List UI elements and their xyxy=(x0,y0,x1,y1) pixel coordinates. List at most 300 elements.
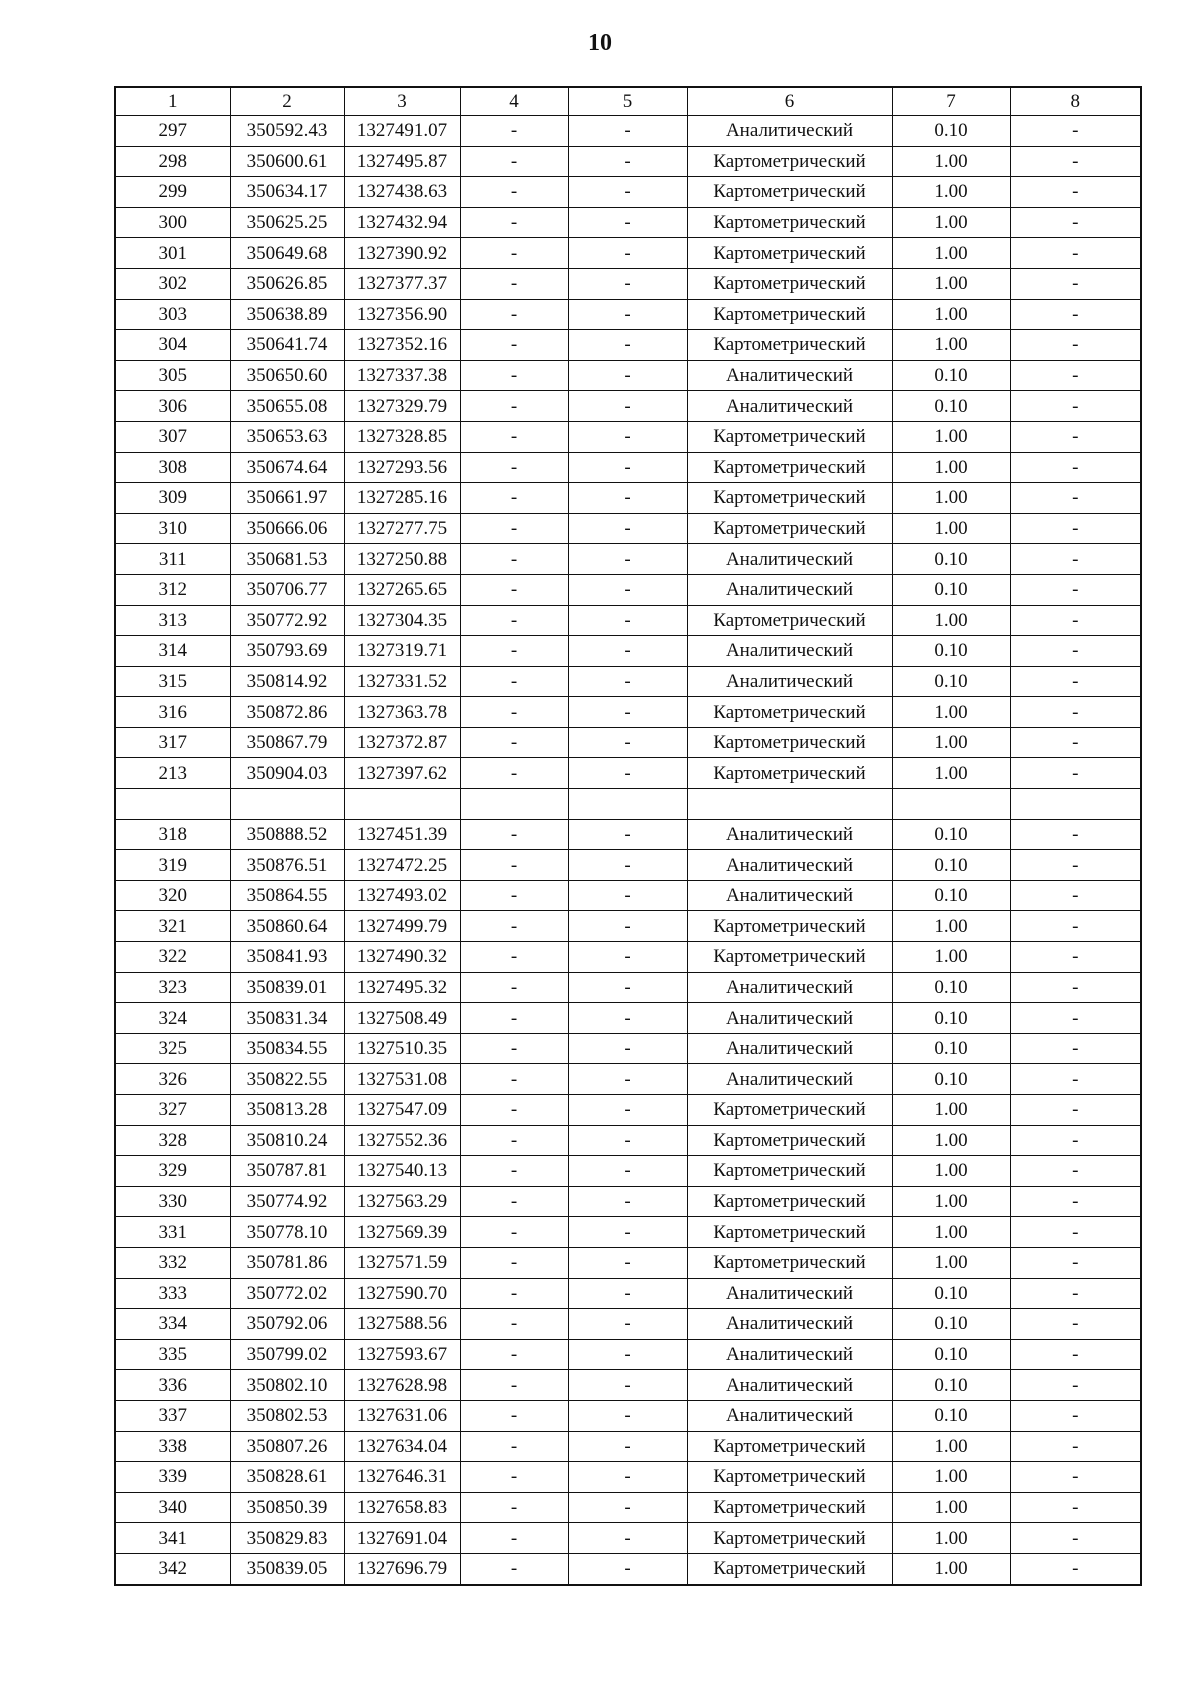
table-row xyxy=(115,942,1141,973)
cell-x-coordinate: 350650.60 xyxy=(230,360,344,391)
cell-y-coordinate: 1327569.39 xyxy=(344,1217,460,1248)
cell-x-coordinate: 350864.55 xyxy=(230,880,344,911)
table-row xyxy=(115,1553,1141,1584)
cell-y-coordinate: 1327646.31 xyxy=(344,1462,460,1493)
cell-col-5: - xyxy=(568,972,687,1003)
cell-point-number: 306 xyxy=(115,391,230,422)
cell-col-5: - xyxy=(568,819,687,850)
cell-accuracy: 1.00 xyxy=(892,1217,1010,1248)
cell-col-8 xyxy=(1010,789,1141,820)
cell-col-4: - xyxy=(460,1003,568,1034)
cell-point-number: 340 xyxy=(115,1492,230,1523)
cell-y-coordinate: 1327634.04 xyxy=(344,1431,460,1462)
cell-method: Картометрический xyxy=(687,1186,892,1217)
cell-accuracy: 1.00 xyxy=(892,1492,1010,1523)
cell-x-coordinate: 350634.17 xyxy=(230,177,344,208)
table-row xyxy=(115,1095,1141,1126)
cell-col-8: - xyxy=(1010,1553,1141,1584)
cell-method: Картометрический xyxy=(687,1125,892,1156)
cell-col-8: - xyxy=(1010,850,1141,881)
cell-accuracy: 1.00 xyxy=(892,238,1010,269)
cell-col-8: - xyxy=(1010,636,1141,667)
table-row xyxy=(115,1278,1141,1309)
cell-point-number: 310 xyxy=(115,513,230,544)
header-cell: 2 xyxy=(230,87,344,116)
cell-y-coordinate: 1327328.85 xyxy=(344,421,460,452)
cell-accuracy: 0.10 xyxy=(892,1339,1010,1370)
cell-col-8: - xyxy=(1010,819,1141,850)
table-row xyxy=(115,1003,1141,1034)
cell-y-coordinate: 1327493.02 xyxy=(344,880,460,911)
cell-accuracy: 0.10 xyxy=(892,1064,1010,1095)
cell-method: Картометрический xyxy=(687,1156,892,1187)
cell-col-4: - xyxy=(460,544,568,575)
table-row xyxy=(115,850,1141,881)
cell-x-coordinate: 350828.61 xyxy=(230,1462,344,1493)
table-row xyxy=(115,697,1141,728)
cell-method: Картометрический xyxy=(687,727,892,758)
header-cell: 6 xyxy=(687,87,892,116)
cell-point-number: 333 xyxy=(115,1278,230,1309)
cell-col-4: - xyxy=(460,207,568,238)
cell-point-number: 328 xyxy=(115,1125,230,1156)
cell-col-4: - xyxy=(460,421,568,452)
cell-method: Картометрический xyxy=(687,207,892,238)
cell-col-8: - xyxy=(1010,942,1141,973)
cell-method: Аналитический xyxy=(687,360,892,391)
cell-col-5: - xyxy=(568,605,687,636)
cell-point-number: 307 xyxy=(115,421,230,452)
cell-x-coordinate xyxy=(230,789,344,820)
cell-y-coordinate: 1327691.04 xyxy=(344,1523,460,1554)
cell-method: Картометрический xyxy=(687,1553,892,1584)
cell-y-coordinate: 1327593.67 xyxy=(344,1339,460,1370)
cell-x-coordinate: 350834.55 xyxy=(230,1033,344,1064)
cell-y-coordinate: 1327397.62 xyxy=(344,758,460,789)
cell-col-8: - xyxy=(1010,207,1141,238)
cell-y-coordinate: 1327377.37 xyxy=(344,268,460,299)
cell-method: Картометрический xyxy=(687,238,892,269)
cell-col-5: - xyxy=(568,636,687,667)
cell-y-coordinate: 1327590.70 xyxy=(344,1278,460,1309)
cell-accuracy: 1.00 xyxy=(892,299,1010,330)
cell-col-4: - xyxy=(460,1553,568,1584)
cell-y-coordinate: 1327285.16 xyxy=(344,483,460,514)
cell-col-5: - xyxy=(568,207,687,238)
cell-method: Аналитический xyxy=(687,880,892,911)
cell-col-5: - xyxy=(568,1370,687,1401)
cell-method: Аналитический xyxy=(687,972,892,1003)
cell-col-8: - xyxy=(1010,360,1141,391)
cell-accuracy: 1.00 xyxy=(892,421,1010,452)
cell-y-coordinate: 1327490.32 xyxy=(344,942,460,973)
cell-col-8: - xyxy=(1010,666,1141,697)
cell-point-number: 336 xyxy=(115,1370,230,1401)
cell-x-coordinate: 350674.64 xyxy=(230,452,344,483)
cell-y-coordinate: 1327628.98 xyxy=(344,1370,460,1401)
cell-method: Аналитический xyxy=(687,116,892,147)
cell-point-number xyxy=(115,789,230,820)
cell-col-4: - xyxy=(460,1400,568,1431)
cell-accuracy: 1.00 xyxy=(892,697,1010,728)
table-row xyxy=(115,758,1141,789)
cell-col-5: - xyxy=(568,1462,687,1493)
cell-x-coordinate: 350876.51 xyxy=(230,850,344,881)
cell-x-coordinate: 350772.02 xyxy=(230,1278,344,1309)
table-row xyxy=(115,330,1141,361)
cell-x-coordinate: 350829.83 xyxy=(230,1523,344,1554)
cell-col-5: - xyxy=(568,1523,687,1554)
cell-y-coordinate: 1327552.36 xyxy=(344,1125,460,1156)
cell-col-4: - xyxy=(460,1462,568,1493)
cell-y-coordinate: 1327547.09 xyxy=(344,1095,460,1126)
cell-x-coordinate: 350850.39 xyxy=(230,1492,344,1523)
table-row xyxy=(115,177,1141,208)
cell-accuracy: 1.00 xyxy=(892,330,1010,361)
cell-method: Аналитический xyxy=(687,1339,892,1370)
cell-col-4: - xyxy=(460,636,568,667)
cell-y-coordinate: 1327563.29 xyxy=(344,1186,460,1217)
cell-point-number: 332 xyxy=(115,1247,230,1278)
cell-col-8: - xyxy=(1010,1370,1141,1401)
cell-y-coordinate: 1327631.06 xyxy=(344,1400,460,1431)
table-row xyxy=(115,268,1141,299)
cell-x-coordinate: 350814.92 xyxy=(230,666,344,697)
cell-x-coordinate: 350831.34 xyxy=(230,1003,344,1034)
table-body xyxy=(115,116,1141,1585)
cell-method: Аналитический xyxy=(687,1370,892,1401)
cell-col-5: - xyxy=(568,697,687,728)
cell-col-8: - xyxy=(1010,880,1141,911)
cell-col-5: - xyxy=(568,1186,687,1217)
cell-point-number: 313 xyxy=(115,605,230,636)
cell-x-coordinate: 350822.55 xyxy=(230,1064,344,1095)
cell-col-4: - xyxy=(460,1156,568,1187)
cell-x-coordinate: 350802.10 xyxy=(230,1370,344,1401)
cell-accuracy: 1.00 xyxy=(892,1431,1010,1462)
cell-accuracy: 1.00 xyxy=(892,452,1010,483)
header-cell: 7 xyxy=(892,87,1010,116)
cell-col-8: - xyxy=(1010,177,1141,208)
cell-y-coordinate: 1327491.07 xyxy=(344,116,460,147)
cell-method: Картометрический xyxy=(687,1462,892,1493)
cell-x-coordinate: 350872.86 xyxy=(230,697,344,728)
cell-method: Аналитический xyxy=(687,666,892,697)
cell-y-coordinate: 1327499.79 xyxy=(344,911,460,942)
table-row xyxy=(115,1217,1141,1248)
cell-method: Картометрический xyxy=(687,330,892,361)
cell-accuracy: 1.00 xyxy=(892,268,1010,299)
cell-x-coordinate: 350653.63 xyxy=(230,421,344,452)
cell-accuracy: 0.10 xyxy=(892,666,1010,697)
cell-point-number: 297 xyxy=(115,116,230,147)
cell-col-4: - xyxy=(460,177,568,208)
table-row xyxy=(115,1400,1141,1431)
cell-col-4: - xyxy=(460,1217,568,1248)
table-row xyxy=(115,299,1141,330)
cell-accuracy: 0.10 xyxy=(892,1033,1010,1064)
cell-y-coordinate: 1327658.83 xyxy=(344,1492,460,1523)
cell-method: Картометрический xyxy=(687,1095,892,1126)
cell-col-5: - xyxy=(568,268,687,299)
cell-accuracy: 1.00 xyxy=(892,483,1010,514)
header-cell: 8 xyxy=(1010,87,1141,116)
header-cell: 3 xyxy=(344,87,460,116)
cell-method: Аналитический xyxy=(687,850,892,881)
cell-point-number: 330 xyxy=(115,1186,230,1217)
cell-point-number: 298 xyxy=(115,146,230,177)
cell-col-5: - xyxy=(568,146,687,177)
cell-col-5: - xyxy=(568,544,687,575)
cell-accuracy: 1.00 xyxy=(892,1247,1010,1278)
cell-point-number: 305 xyxy=(115,360,230,391)
cell-y-coordinate: 1327319.71 xyxy=(344,636,460,667)
cell-col-5: - xyxy=(568,666,687,697)
cell-accuracy: 1.00 xyxy=(892,1462,1010,1493)
cell-method: Картометрический xyxy=(687,1523,892,1554)
cell-y-coordinate xyxy=(344,789,460,820)
table-row xyxy=(115,1339,1141,1370)
cell-col-8: - xyxy=(1010,727,1141,758)
table-row xyxy=(115,605,1141,636)
cell-method: Аналитический xyxy=(687,1309,892,1340)
table-row xyxy=(115,116,1141,147)
cell-y-coordinate: 1327363.78 xyxy=(344,697,460,728)
header-cell: 4 xyxy=(460,87,568,116)
cell-col-4: - xyxy=(460,1125,568,1156)
cell-point-number: 300 xyxy=(115,207,230,238)
cell-col-8: - xyxy=(1010,1462,1141,1493)
cell-method: Аналитический xyxy=(687,1033,892,1064)
cell-col-5: - xyxy=(568,942,687,973)
header-cell: 5 xyxy=(568,87,687,116)
cell-y-coordinate: 1327304.35 xyxy=(344,605,460,636)
cell-accuracy: 1.00 xyxy=(892,911,1010,942)
cell-point-number: 334 xyxy=(115,1309,230,1340)
cell-accuracy: 1.00 xyxy=(892,207,1010,238)
cell-point-number: 318 xyxy=(115,819,230,850)
cell-point-number: 319 xyxy=(115,850,230,881)
table-row xyxy=(115,483,1141,514)
cell-method: Картометрический xyxy=(687,268,892,299)
cell-point-number: 339 xyxy=(115,1462,230,1493)
cell-col-4: - xyxy=(460,452,568,483)
cell-x-coordinate: 350638.89 xyxy=(230,299,344,330)
table-row xyxy=(115,146,1141,177)
cell-col-8: - xyxy=(1010,1064,1141,1095)
cell-x-coordinate: 350839.05 xyxy=(230,1553,344,1584)
cell-point-number: 312 xyxy=(115,574,230,605)
cell-col-8: - xyxy=(1010,1431,1141,1462)
cell-col-8: - xyxy=(1010,1095,1141,1126)
cell-accuracy: 0.10 xyxy=(892,1400,1010,1431)
cell-col-5: - xyxy=(568,1247,687,1278)
cell-point-number: 323 xyxy=(115,972,230,1003)
cell-col-8: - xyxy=(1010,1400,1141,1431)
cell-col-5: - xyxy=(568,1095,687,1126)
cell-method: Картометрический xyxy=(687,758,892,789)
cell-point-number: 342 xyxy=(115,1553,230,1584)
cell-point-number: 326 xyxy=(115,1064,230,1095)
cell-col-4: - xyxy=(460,1033,568,1064)
cell-col-8: - xyxy=(1010,1247,1141,1278)
table-row xyxy=(115,1431,1141,1462)
cell-method: Картометрический xyxy=(687,942,892,973)
cell-accuracy: 1.00 xyxy=(892,1186,1010,1217)
cell-point-number: 301 xyxy=(115,238,230,269)
cell-x-coordinate: 350592.43 xyxy=(230,116,344,147)
table-row xyxy=(115,880,1141,911)
cell-col-4: - xyxy=(460,1370,568,1401)
cell-method: Картометрический xyxy=(687,513,892,544)
cell-col-5: - xyxy=(568,1553,687,1584)
cell-point-number: 309 xyxy=(115,483,230,514)
cell-y-coordinate: 1327588.56 xyxy=(344,1309,460,1340)
cell-col-8: - xyxy=(1010,1125,1141,1156)
cell-accuracy: 0.10 xyxy=(892,574,1010,605)
cell-col-5: - xyxy=(568,360,687,391)
table-row xyxy=(115,1156,1141,1187)
cell-col-5: - xyxy=(568,1309,687,1340)
table-row xyxy=(115,819,1141,850)
cell-col-4: - xyxy=(460,666,568,697)
table-row xyxy=(115,207,1141,238)
cell-point-number: 314 xyxy=(115,636,230,667)
cell-accuracy: 1.00 xyxy=(892,605,1010,636)
cell-col-4: - xyxy=(460,758,568,789)
cell-y-coordinate: 1327495.32 xyxy=(344,972,460,1003)
cell-x-coordinate: 350839.01 xyxy=(230,972,344,1003)
cell-col-8: - xyxy=(1010,1217,1141,1248)
coordinates-table xyxy=(114,86,1142,1586)
cell-col-8: - xyxy=(1010,452,1141,483)
cell-y-coordinate: 1327432.94 xyxy=(344,207,460,238)
cell-accuracy xyxy=(892,789,1010,820)
table-row xyxy=(115,636,1141,667)
cell-point-number: 302 xyxy=(115,268,230,299)
cell-accuracy: 1.00 xyxy=(892,727,1010,758)
cell-x-coordinate: 350867.79 xyxy=(230,727,344,758)
cell-method: Аналитический xyxy=(687,1003,892,1034)
table-row xyxy=(115,391,1141,422)
cell-y-coordinate: 1327331.52 xyxy=(344,666,460,697)
cell-col-5: - xyxy=(568,299,687,330)
cell-col-5: - xyxy=(568,177,687,208)
cell-col-5: - xyxy=(568,238,687,269)
cell-point-number: 331 xyxy=(115,1217,230,1248)
cell-accuracy: 1.00 xyxy=(892,1156,1010,1187)
cell-point-number: 329 xyxy=(115,1156,230,1187)
table-row xyxy=(115,1186,1141,1217)
cell-col-4: - xyxy=(460,942,568,973)
table-row xyxy=(115,513,1141,544)
cell-col-5: - xyxy=(568,1064,687,1095)
cell-accuracy: 1.00 xyxy=(892,513,1010,544)
cell-col-5: - xyxy=(568,1125,687,1156)
table-row xyxy=(115,544,1141,575)
cell-x-coordinate: 350706.77 xyxy=(230,574,344,605)
cell-col-5: - xyxy=(568,758,687,789)
cell-col-4: - xyxy=(460,972,568,1003)
cell-col-5: - xyxy=(568,1033,687,1064)
table-row xyxy=(115,1064,1141,1095)
cell-x-coordinate: 350681.53 xyxy=(230,544,344,575)
table-row xyxy=(115,238,1141,269)
cell-x-coordinate: 350649.68 xyxy=(230,238,344,269)
cell-col-4: - xyxy=(460,1309,568,1340)
cell-method: Картометрический xyxy=(687,177,892,208)
cell-x-coordinate: 350888.52 xyxy=(230,819,344,850)
cell-point-number: 303 xyxy=(115,299,230,330)
cell-col-4: - xyxy=(460,1523,568,1554)
cell-point-number: 321 xyxy=(115,911,230,942)
cell-col-8: - xyxy=(1010,330,1141,361)
cell-method: Картометрический xyxy=(687,483,892,514)
cell-accuracy: 0.10 xyxy=(892,391,1010,422)
cell-accuracy: 0.10 xyxy=(892,636,1010,667)
table-row xyxy=(115,452,1141,483)
cell-method: Картометрический xyxy=(687,605,892,636)
cell-col-4: - xyxy=(460,1339,568,1370)
cell-x-coordinate: 350626.85 xyxy=(230,268,344,299)
cell-col-8: - xyxy=(1010,1339,1141,1370)
cell-col-4: - xyxy=(460,605,568,636)
cell-point-number: 341 xyxy=(115,1523,230,1554)
cell-col-8: - xyxy=(1010,1156,1141,1187)
cell-col-8: - xyxy=(1010,1309,1141,1340)
cell-method: Картометрический xyxy=(687,299,892,330)
cell-point-number: 320 xyxy=(115,880,230,911)
cell-x-coordinate: 350802.53 xyxy=(230,1400,344,1431)
cell-method: Картометрический xyxy=(687,1217,892,1248)
cell-col-8: - xyxy=(1010,1033,1141,1064)
cell-y-coordinate: 1327352.16 xyxy=(344,330,460,361)
cell-accuracy: 1.00 xyxy=(892,1553,1010,1584)
cell-col-8: - xyxy=(1010,544,1141,575)
cell-x-coordinate: 350778.10 xyxy=(230,1217,344,1248)
cell-y-coordinate: 1327495.87 xyxy=(344,146,460,177)
cell-col-8: - xyxy=(1010,697,1141,728)
cell-col-8: - xyxy=(1010,1278,1141,1309)
cell-method: Картометрический xyxy=(687,697,892,728)
cell-col-8: - xyxy=(1010,268,1141,299)
cell-col-4: - xyxy=(460,146,568,177)
cell-col-5: - xyxy=(568,1156,687,1187)
cell-col-5: - xyxy=(568,850,687,881)
cell-accuracy: 1.00 xyxy=(892,758,1010,789)
cell-accuracy: 0.10 xyxy=(892,850,1010,881)
header-cell: 1 xyxy=(115,87,230,116)
cell-col-5: - xyxy=(568,727,687,758)
cell-point-number: 308 xyxy=(115,452,230,483)
cell-y-coordinate: 1327696.79 xyxy=(344,1553,460,1584)
cell-col-8: - xyxy=(1010,299,1141,330)
cell-col-8: - xyxy=(1010,421,1141,452)
header-row xyxy=(115,87,1141,116)
cell-method: Картометрический xyxy=(687,1431,892,1462)
table-row xyxy=(115,1309,1141,1340)
cell-col-8: - xyxy=(1010,146,1141,177)
table-row xyxy=(115,360,1141,391)
cell-point-number: 337 xyxy=(115,1400,230,1431)
cell-point-number: 322 xyxy=(115,942,230,973)
cell-col-8: - xyxy=(1010,1186,1141,1217)
cell-x-coordinate: 350810.24 xyxy=(230,1125,344,1156)
table-row xyxy=(115,1492,1141,1523)
cell-accuracy: 1.00 xyxy=(892,177,1010,208)
cell-x-coordinate: 350661.97 xyxy=(230,483,344,514)
cell-col-4: - xyxy=(460,268,568,299)
